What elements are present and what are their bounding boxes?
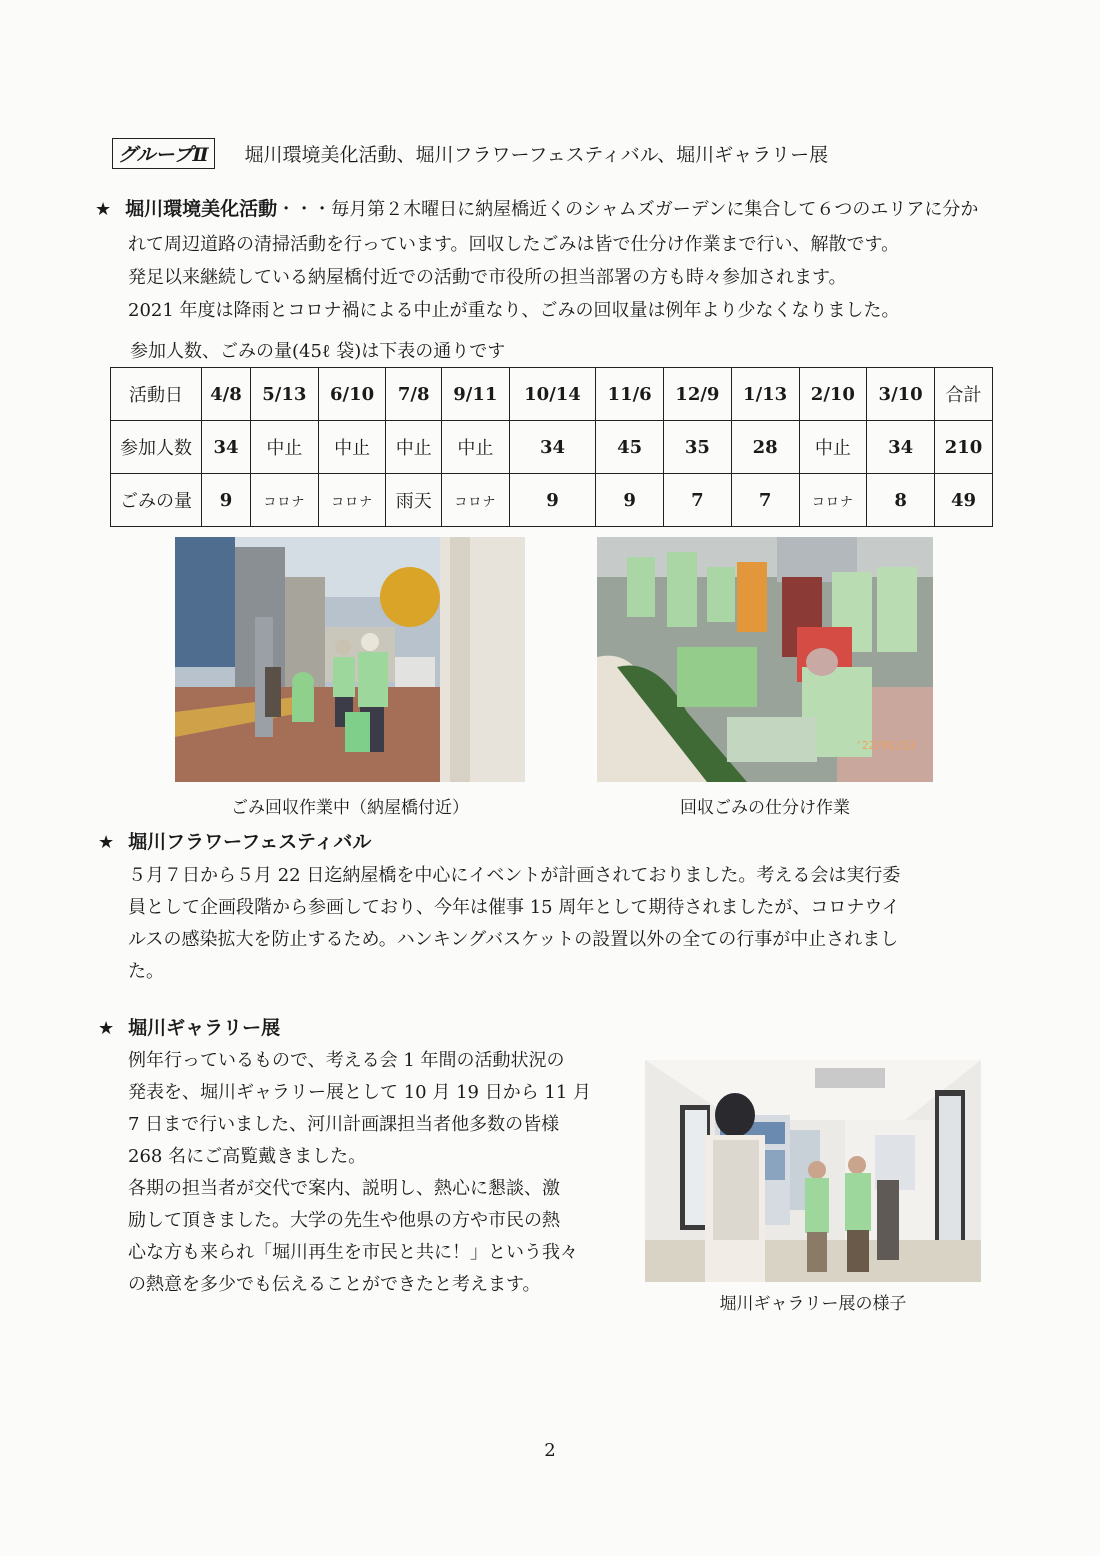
table-cell: 合計 xyxy=(935,368,993,421)
table-cell: 34 xyxy=(867,421,935,474)
section-gallery-title: 堀川ギャラリー展 xyxy=(128,1017,281,1039)
section-text-line: 例年行っているもので、考える会 1 年間の活動状況の xyxy=(128,1050,565,1071)
star-icon: ★ xyxy=(98,832,115,853)
section-text-line: 発表を、堀川ギャラリー展として 10 月 19 日から 11 月 xyxy=(128,1082,592,1103)
table-cell: コロナ xyxy=(441,474,509,527)
section-flower-festival-body xyxy=(128,860,900,988)
table-cell: 35 xyxy=(664,421,732,474)
photo-gallery-caption: 堀川ギャラリー展の様子 xyxy=(719,1294,907,1314)
table-cell: 雨天 xyxy=(386,474,442,527)
table-cell: 3/10 xyxy=(867,368,935,421)
section-flower-festival-title: 堀川フラワーフェスティバル xyxy=(128,831,372,853)
table-cell: 7 xyxy=(731,474,799,527)
star-icon: ★ xyxy=(98,1018,115,1039)
table-cell: 210 xyxy=(935,421,993,474)
table-cell: 中止 xyxy=(386,421,442,474)
table-cell: 中止 xyxy=(441,421,509,474)
table-cell: コロナ xyxy=(799,474,867,527)
section-beautification-first-line xyxy=(95,193,978,226)
section-text-line: の熱意を多少でも伝えることができたと考えます。 xyxy=(128,1274,541,1295)
photo-street-cleanup-image xyxy=(175,537,525,782)
table-cell: 12/9 xyxy=(664,368,732,421)
table-cell: 34 xyxy=(202,421,251,474)
section-text-line: 7 日まで行いました、河川計画課担当者他多数の皆様 xyxy=(128,1114,560,1135)
table-intro: 参加人数、ごみの量(45ℓ 袋)は下表の通りです xyxy=(130,341,506,362)
star-icon: ★ xyxy=(95,199,112,220)
table-cell: コロナ xyxy=(318,474,386,527)
table-cell: 28 xyxy=(731,421,799,474)
table-cell: 10/14 xyxy=(509,368,596,421)
section-gallery xyxy=(98,1012,280,1045)
group-heading xyxy=(112,138,828,169)
page-number: 2 xyxy=(544,1440,556,1461)
section-text-line: 2021 年度は降雨とコロナ禍による中止が重なり、ごみの回収量は例年より少なくなりました。 xyxy=(128,300,900,321)
section-text-line: 員として企画段階から参画しており、今年は催事 15 周年として期待されましたが、コロナウイ xyxy=(128,897,900,918)
table-cell: 7 xyxy=(664,474,732,527)
section-text-line: ５月７日から５月 22 日迄納屋橋を中心にイベントが計画されておりました。考える会は実行委 xyxy=(128,865,901,886)
activity-table xyxy=(110,367,993,527)
section-gallery-body xyxy=(128,1045,591,1301)
section-text-line: 心な方も来られ「堀川再生を市民と共に！」という我々 xyxy=(128,1242,578,1263)
table-row xyxy=(111,368,993,421)
section-text-line: 268 名にご高覧戴きました。 xyxy=(128,1146,367,1167)
section-text-line: 励して頂きました。大学の先生や他県の方や市民の熱 xyxy=(128,1210,560,1231)
table-row-header: ごみの量 xyxy=(111,474,202,527)
table-cell: 5/13 xyxy=(250,368,318,421)
table-row xyxy=(111,421,993,474)
group-label: グループⅡ xyxy=(112,138,215,169)
table-cell: コロナ xyxy=(250,474,318,527)
table-cell: 49 xyxy=(935,474,993,527)
table-cell: 9 xyxy=(596,474,664,527)
photo-gallery-image xyxy=(645,1060,981,1282)
table-cell: 6/10 xyxy=(318,368,386,421)
section-flower-festival xyxy=(98,826,371,859)
table-cell: 中止 xyxy=(799,421,867,474)
table-cell: 中止 xyxy=(250,421,318,474)
table-row xyxy=(111,474,993,527)
table-row-header: 活動日 xyxy=(111,368,202,421)
photo-date-stamp: '22/01/13 xyxy=(855,739,915,752)
section-text-line: 発足以来継続している納屋橋付近での活動で市役所の担当部署の方も時々参加されます。 xyxy=(128,267,847,288)
table-cell: 34 xyxy=(509,421,596,474)
photo-gallery xyxy=(645,1060,981,1282)
table-cell: 9 xyxy=(202,474,251,527)
section-text-line: た。 xyxy=(128,961,164,982)
section-text-line: れて周辺道路の清掃活動を行っています。回収したごみは皆で仕分け作業まで行い、解散です。 xyxy=(128,234,900,255)
photo-sorting-caption: 回収ごみの仕分け作業 xyxy=(680,798,850,818)
photo-sorting xyxy=(597,537,933,782)
table-cell: 中止 xyxy=(318,421,386,474)
table-cell: 45 xyxy=(596,421,664,474)
section-text-line: ・・・毎月第２木曜日に納屋橋近くのシャムズガーデンに集合して６つのエリアに分か xyxy=(277,199,979,220)
photo-street-cleanup-caption: ごみ回収作業中（納屋橋付近） xyxy=(231,798,469,818)
section-text-line: 各期の担当者が交代で案内、説明し、熱心に懇談、激 xyxy=(128,1178,560,1199)
group-title: 堀川環境美化活動、堀川フラワーフェスティバル、堀川ギャラリー展 xyxy=(244,144,829,166)
table-cell: 1/13 xyxy=(731,368,799,421)
table-cell: 4/8 xyxy=(202,368,251,421)
section-beautification-body xyxy=(128,228,900,327)
section-beautification xyxy=(95,193,978,226)
table-cell: 2/10 xyxy=(799,368,867,421)
photo-street-cleanup xyxy=(175,537,525,782)
table-cell: 7/8 xyxy=(386,368,442,421)
table-cell: 11/6 xyxy=(596,368,664,421)
table-cell: 9/11 xyxy=(441,368,509,421)
table-cell: 8 xyxy=(867,474,935,527)
section-beautification-title: 堀川環境美化活動 xyxy=(125,198,278,220)
table-row-header: 参加人数 xyxy=(111,421,202,474)
section-text-line: ルスの感染拡大を防止するため。ハンキングバスケットの設置以外の全ての行事が中止されまし xyxy=(128,929,899,950)
table-cell: 9 xyxy=(509,474,596,527)
